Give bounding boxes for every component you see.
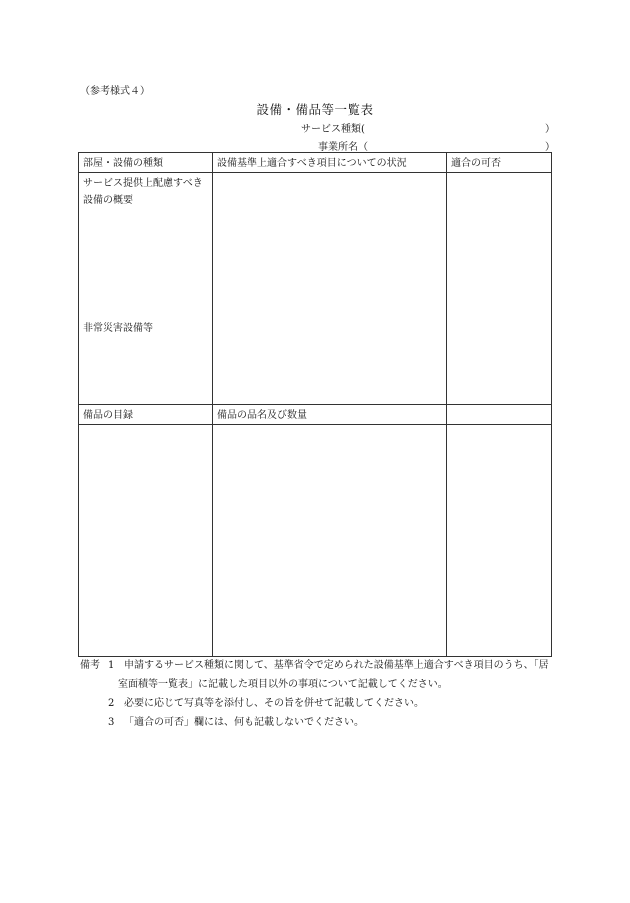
equipment-name-quantity-label: 備品の品名及び数量	[213, 405, 447, 425]
equipment-header-row	[79, 405, 552, 425]
facility-type-cell[interactable]	[79, 173, 213, 405]
business-name-label: 事業所名（	[318, 142, 368, 153]
facility-overview-label-line1: サービス提供上配慮すべき	[83, 178, 203, 189]
facility-result-cell[interactable]	[447, 173, 552, 405]
reference-form-label: （参考様式４）	[80, 86, 150, 97]
equipment-header-blank-cell	[447, 405, 552, 425]
service-type-close-paren: ）	[545, 124, 555, 135]
emergency-equipment-label: 非常災害設備等	[83, 323, 153, 334]
remark-number: 2	[108, 698, 115, 709]
equipment-table	[78, 152, 552, 657]
column-header-compliance-status: 設備基準上適合すべき項目についての状況	[213, 153, 447, 173]
service-type-label: サービス種類(	[301, 124, 365, 135]
remarks-label: 備考	[80, 660, 100, 671]
equipment-list-label: 備品の目録	[79, 405, 213, 425]
remark-text: 必要に応じて写真等を添付し、その旨を併せて記載してください。	[124, 698, 424, 709]
remark-text: 「適合の可否」欄には、何も記載しないでください。	[124, 717, 364, 728]
equipment-name-quantity-cell[interactable]	[213, 425, 447, 657]
equipment-list-cell[interactable]	[79, 425, 213, 657]
document-title: 設備・備品等一覧表	[256, 102, 374, 117]
remark-text: 申請するサービス種類に関して、基準省令で定められた設備基準上適合すべき項目のうち、「居	[124, 660, 549, 671]
business-name-close-paren: ）	[545, 142, 555, 153]
column-header-room-type: 部屋・設備の種類	[79, 153, 213, 173]
remark-number: 3	[108, 717, 115, 728]
facility-status-cell[interactable]	[213, 173, 447, 405]
equipment-result-cell[interactable]	[447, 425, 552, 657]
facility-overview-label-line2: 設備の概要	[83, 195, 133, 206]
remark-text-continued: 室面積等一覧表」に記載した項目以外の事項について記載してください。	[118, 679, 448, 690]
column-header-compliance-result: 適合の可否	[447, 153, 552, 173]
remark-number: 1	[108, 660, 115, 671]
facility-row	[79, 173, 552, 405]
equipment-row	[79, 425, 552, 657]
table-header-row	[79, 153, 552, 173]
